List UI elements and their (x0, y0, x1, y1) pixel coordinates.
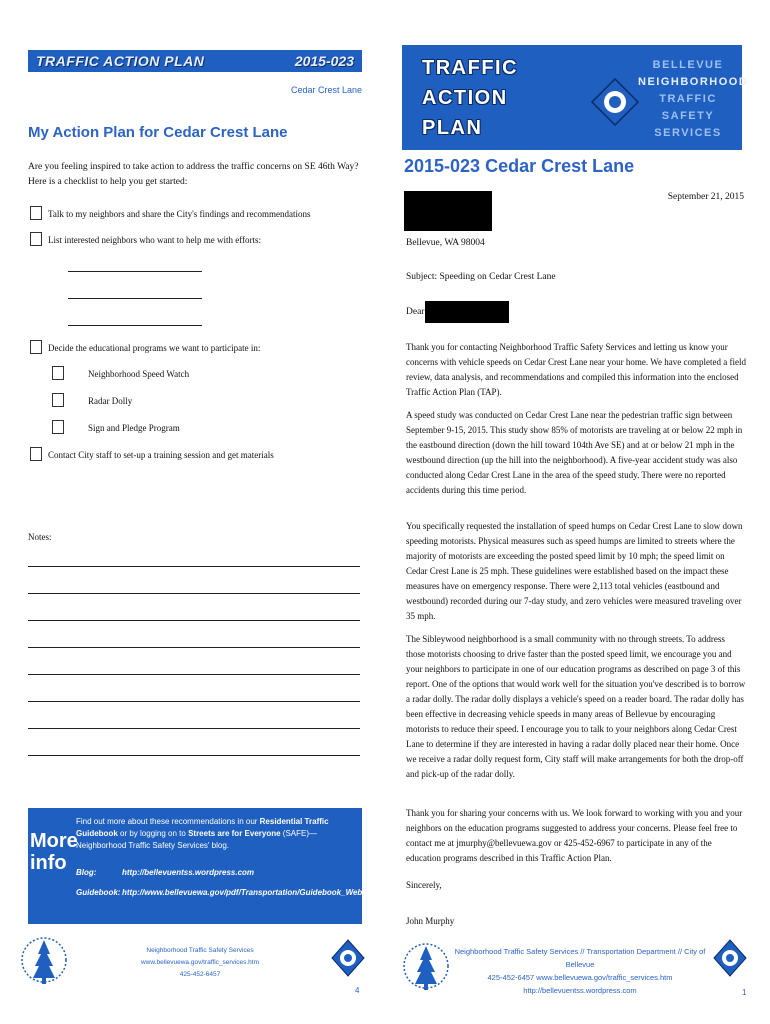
checkbox-contact-staff[interactable] (30, 447, 42, 461)
redacted-address (404, 191, 492, 231)
right-footer: Neighborhood Traffic Safety Services // Transportation Department // City of Bellevue 425-452-6457 www.bellevuewa.gov/traffic_services.htm http://bellevuentss.wordpress.com (440, 945, 720, 997)
right-page-title: 2015-023 Cedar Crest Lane (404, 156, 635, 176)
guidebook-name: Residential Traffic Guidebook (76, 817, 329, 838)
right-page-number: 1 (742, 988, 747, 997)
letter-signature: John Murphy (406, 916, 455, 926)
more-info-text: Find out more about these recommendations in our Residential Traffic Guidebook or by logging on to Streets are for Everyone (SAFE)—Neighborhood Traffic Safety Services' blog. (76, 817, 329, 850)
left-page-number: 4 (355, 986, 360, 995)
letter-subject: Subject: Speeding on Cedar Crest Lane (406, 272, 556, 282)
blog-row: Blog: http://bellevuentss.wordpress.com (76, 868, 255, 877)
right-banner (402, 45, 749, 150)
letter-closing: Sincerely, (406, 880, 442, 890)
letter-paragraph: The Sibleywood neighborhood is a small community with no through streets. To address those motorists choosing to drive faster than the posted speed limit, we encourage you and your neighbors to participate in one of our education programs as described on page 3 of this report. One of the options that would work well for the situation you've described is to borrow a radar dolly. The radar dolly displays a vehicle's speed on a reader board. The radar dolly has been effective in decreasing vehicle speeds in many areas of Bellevue by encouraging motorists to reduce their speed. I encourage you to talk to your neighbors along Cedar Crest Lane to determine if they are interested in having a radar dolly placed near their home. Once we receive a radar dolly request form, City staff will make arrangements for both the drop-off and pick-up of the radar dolly. (406, 634, 746, 779)
redacted-name (425, 301, 509, 323)
safe-name: Streets are for Everyone (188, 829, 281, 838)
checkbox-talk-neighbors[interactable] (30, 206, 42, 220)
letter-city: Bellevue, WA 98004 (406, 238, 485, 248)
left-subheader: Cedar Crest Lane (290, 85, 362, 95)
checkbox-list-neighbors[interactable] (30, 232, 42, 246)
checklist-item-label: Contact City staff to set-up a training session and get materials (48, 450, 274, 460)
checkbox-radar-dolly[interactable] (52, 393, 64, 407)
notes-line[interactable] (28, 755, 360, 756)
banner-title: TRAFFIC ACTION PLAN (422, 57, 519, 139)
program-label: Sign and Pledge Program (88, 423, 180, 433)
program-label: Neighborhood Speed Watch (88, 369, 190, 379)
notes-line[interactable] (28, 701, 360, 702)
neighbor-line-1[interactable] (68, 271, 202, 272)
guidebook-link[interactable]: http://www.bellevuewa.gov/pdf/Transportation/Guidebook_Web.pdf (122, 888, 377, 897)
more-info-title: More info (30, 830, 78, 874)
checkbox-sign-pledge[interactable] (52, 420, 64, 434)
left-header-title: TRAFFIC ACTION PLAN (36, 53, 205, 69)
letter-salutation: Dear (406, 307, 425, 317)
left-header-number: 2015-023 (294, 53, 354, 69)
ntss-diamond-logo-icon (330, 938, 366, 982)
notes-line[interactable] (28, 593, 360, 594)
letter-paragraph: Thank you for contacting Neighborhood Traffic Safety Services and letting us know your concerns with vehicle speeds on Cedar Crest Lane near your home. We have completed a field review, data analysis, and recommendations and compiled this information into the enclosed Traffic Action Plan (TAP). (406, 342, 746, 397)
banner-org-name: BELLEVUE NEIGHBORHOOD TRAFFIC SAFETY SERVICES (638, 59, 749, 139)
bellevue-seal-icon (20, 932, 68, 988)
ntss-diamond-logo-icon (590, 77, 640, 127)
right-footer-blog-link[interactable]: http://bellevuentss.wordpress.com (523, 986, 637, 995)
blog-link[interactable]: http://bellevuentss.wordpress.com (122, 868, 255, 877)
notes-line[interactable] (28, 647, 360, 648)
notes-line[interactable] (28, 674, 360, 675)
checklist-item-label: List interested neighbors who want to help me with efforts: (48, 235, 262, 245)
left-page-title: My Action Plan for Cedar Crest Lane (28, 124, 288, 141)
notes-line[interactable] (28, 620, 360, 621)
letter-paragraph: Thank you for sharing your concerns with us. We look forward to working with you and your neighbors on the education programs suggested to address your concerns. Please feel free to contact me at jmurphy@bellevuewa.gov or 425-452-6967 to participate in any of the education programs described in this Traffic Action Plan. (406, 808, 743, 863)
letter-paragraph: A speed study was conducted on Cedar Crest Lane near the pedestrian traffic sign between September 9-15, 2015. This study show 85% of motorists are traveling at or below 22 mph in the eastbound direction (down the hill toward 104th Ave SE) and at or below 21 mph in the westbound direction (up the hill into the neighborhood). A five-year accident study was also conducted along Cedar Crest Lane in the area of the speed study. There were no reported accidents during this time period. (406, 410, 743, 495)
right-footer-link[interactable]: 425-452-6457 www.bellevuewa.gov/traffic_services.htm (487, 973, 673, 982)
neighbor-line-2[interactable] (68, 298, 202, 299)
notes-line[interactable] (28, 728, 360, 729)
intro-text: Are you feeling inspired to take action to address the traffic concerns on SE 46th Way? Here is a checklist to help you get started: (28, 162, 359, 187)
ntss-diamond-logo-icon (712, 938, 748, 982)
letter-paragraph: You specifically requested the installation of speed humps on Cedar Crest Lane to slow down speeding motorists. Physical measures such as speed humps are limited to streets where the majority of motorists are exceeding the posted speed limit by 10 mph; the speed limit on Cedar Crest Lane is 25 mph. These guidelines were established based on the impact these measures have on emergency response. There were 2,113 total vehicles (eastbound and westbound) recorded during our 7-day study, and zero vehicles were measured traveling over 35 mph. (406, 521, 743, 621)
left-footer-link[interactable]: www.bellevuewa.gov/traffic_services.htm (140, 959, 259, 966)
checkbox-speed-watch[interactable] (52, 366, 64, 380)
guidebook-row: Guidebook: http://www.bellevuewa.gov/pdf/Transportation/Guidebook_Web.pdf (76, 888, 377, 897)
checklist-item-label: Decide the educational programs we want to participate in: (48, 343, 261, 353)
notes-line[interactable] (28, 566, 360, 567)
program-label: Radar Dolly (88, 396, 133, 406)
left-header-banner (28, 50, 362, 72)
checkbox-decide-programs[interactable] (30, 340, 42, 354)
notes-label: Notes: (28, 532, 52, 542)
checklist-item-label: Talk to my neighbors and share the City's findings and recommendations (48, 209, 311, 219)
left-footer: Neighborhood Traffic Safety Services www.bellevuewa.gov/traffic_services.htm 425-452-6457 (120, 945, 280, 981)
neighbor-line-3[interactable] (68, 325, 202, 326)
letter-date: September 21, 2015 (667, 192, 744, 202)
more-info-box (28, 808, 377, 924)
